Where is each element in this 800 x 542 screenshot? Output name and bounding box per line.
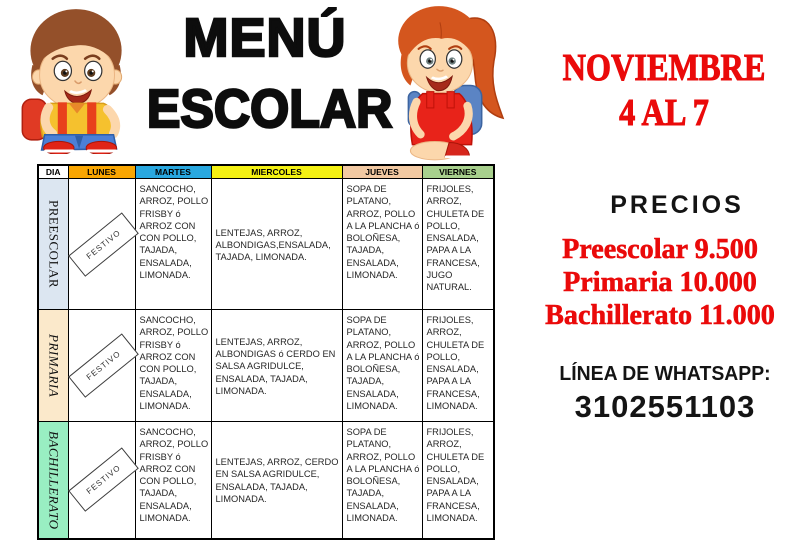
cell-primaria-jueves: SOPA DE PLATANO, ARROZ, POLLO A LA PLANCHA ó BOLOÑESA, TAJADA, ENSALADA, LIMONADA. <box>342 310 422 422</box>
date-banner <box>530 46 798 136</box>
cell-preescolar-lunes <box>68 179 135 310</box>
price-line-primaria: Primaria 10.000 <box>563 266 757 298</box>
header-cell-dia: DIA <box>38 165 68 179</box>
whatsapp-number: 3102551103 <box>574 389 756 424</box>
boy-student-illustration <box>6 2 142 154</box>
table-row-bachillerato <box>38 422 494 539</box>
header-cell-lunes: LUNES <box>68 165 135 179</box>
price-line-bachillerato: Bachillerato 11.000 <box>545 299 775 331</box>
cell-preescolar-viernes: FRIJOLES, ARROZ, CHULETA DE POLLO, ENSALADA, PAPA A LA FRANCESA, JUGO NATURAL. <box>422 179 494 310</box>
cell-primaria-lunes <box>68 310 135 422</box>
cell-bachillerato-miercoles: LENTEJAS, ARROZ, CERDO EN SALSA AGRIDULCE, ENSALADA, TAJADA, LIMONADA. <box>211 422 342 539</box>
whatsapp-label: LÍNEA DE WHATSAPP: <box>559 363 771 385</box>
cell-bachillerato-jueves: SOPA DE PLATANO, ARROZ, POLLO A LA PLANCHA ó BOLOÑESA, TAJADA, ENSALADA, LIMONADA. <box>342 422 422 539</box>
price-line-preescolar: Preescolar 9.500 <box>562 233 758 265</box>
cell-preescolar-martes: SANCOCHO, ARROZ, POLLO FRISBY ó ARROZ CON CON POLLO, TAJADA, ENSALADA, LIMONADA. <box>135 179 211 310</box>
cell-primaria-martes: SANCOCHO, ARROZ, POLLO FRISBY ó ARROZ CON CON POLLO, TAJADA, ENSALADA, LIMONADA. <box>135 310 211 422</box>
poster-title-line1: MENÚ <box>183 8 347 68</box>
prices-heading: PRECIOS <box>610 191 744 219</box>
cell-primaria-miercoles: LENTEJAS, ARROZ, ALBONDIGAS ó CERDO EN SALSA AGRIDULCE, ENSALADA, TAJADA, LIMONADA. <box>211 310 342 422</box>
date-range: 4 AL 7 <box>619 92 709 134</box>
menu-table <box>37 164 495 540</box>
table-row-preescolar <box>38 179 494 310</box>
price-list <box>520 233 800 332</box>
cell-bachillerato-lunes <box>68 422 135 539</box>
girl-student-illustration <box>380 0 506 168</box>
cell-bachillerato-viernes: FRIJOLES, ARROZ, CHULETA DE POLLO, ENSALADA, PAPA A LA FRANCESA, LIMONADA. <box>422 422 494 539</box>
row-label-preescolar: PREESCOLAR <box>38 179 68 310</box>
festivo-stamp: FESTIVO <box>68 333 139 398</box>
date-month: NOVIEMBRE <box>562 47 766 89</box>
cell-bachillerato-martes: SANCOCHO, ARROZ, POLLO FRISBY ó ARROZ CON CON POLLO, TAJADA, ENSALADA, LIMONADA. <box>135 422 211 539</box>
festivo-stamp: FESTIVO <box>68 447 139 512</box>
row-label-primaria: PRIMARIA <box>38 310 68 422</box>
festivo-stamp: FESTIVO <box>68 212 139 277</box>
cell-preescolar-jueves: SOPA DE PLATANO, ARROZ, POLLO A LA PLANCHA ó BOLOÑESA, TAJADA, ENSALADA, LIMONADA. <box>342 179 422 310</box>
table-header-row <box>38 165 494 179</box>
table-row-primaria <box>38 310 494 422</box>
poster-title <box>138 0 392 142</box>
cell-preescolar-miercoles: LENTEJAS, ARROZ, ALBONDIGAS,ENSALADA, TAJADA, LIMONADA. <box>211 179 342 310</box>
header-cell-jueves: JUEVES <box>342 165 422 179</box>
header-cell-miercoles: MIERCOLES <box>211 165 342 179</box>
cell-primaria-viernes: FRIJOLES, ARROZ, CHULETA DE POLLO, ENSALADA, PAPA A LA FRANCESA, LIMONADA. <box>422 310 494 422</box>
poster-title-line2: ESCOLAR <box>146 79 393 139</box>
row-label-bachillerato: BACHILLERATO <box>38 422 68 539</box>
header-cell-martes: MARTES <box>135 165 211 179</box>
header-cell-viernes: VIERNES <box>422 165 494 179</box>
